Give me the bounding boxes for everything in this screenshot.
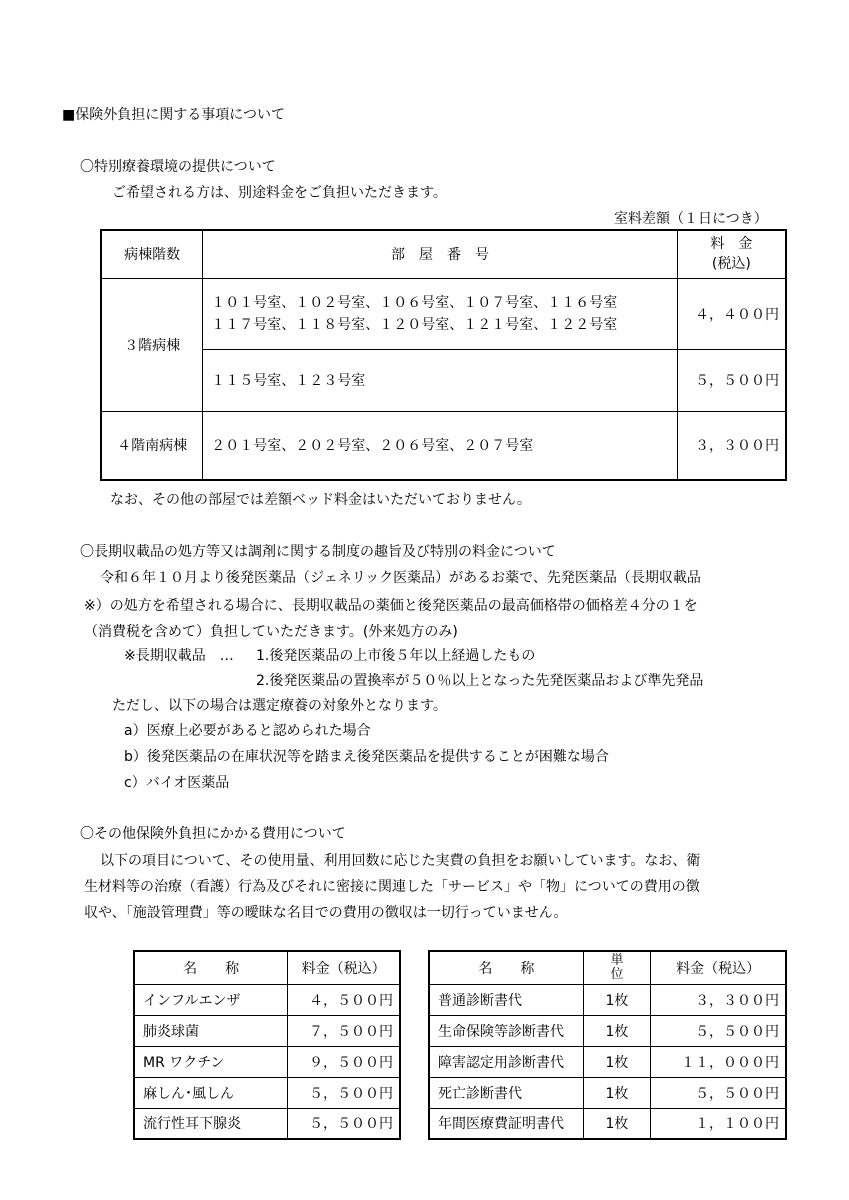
item-unit: 1枚 xyxy=(583,1015,651,1046)
table-row xyxy=(429,1015,786,1046)
item-price: ７，５００円 xyxy=(288,1015,400,1046)
table-row xyxy=(134,984,400,1015)
room-table-row xyxy=(101,349,786,411)
certificate-table-header-row xyxy=(429,951,786,984)
item-name: 生命保険等診断書代 xyxy=(429,1015,583,1046)
price-header: 料金（税込） xyxy=(651,951,786,984)
rooms-cell xyxy=(203,278,678,349)
long-listed-note-item1: 1.後発医薬品の上市後５年以上経過したもの xyxy=(256,648,536,664)
table-row xyxy=(429,1046,786,1077)
price-cell: ４，４００円 xyxy=(677,278,786,349)
item-price: １１，０００円 xyxy=(651,1046,786,1077)
ward-header: 病棟階数 xyxy=(101,230,203,278)
price-header-line1: 料 金 xyxy=(710,236,753,253)
item-price: ３，３００円 xyxy=(651,984,786,1015)
item-price: ５，５００円 xyxy=(651,1077,786,1108)
exception-a: a）医療上必要があると認められた場合 xyxy=(124,723,371,739)
item-unit: 1枚 xyxy=(583,1077,651,1108)
item-name: MR ワクチン xyxy=(134,1046,288,1077)
item-price: ５，５００円 xyxy=(288,1108,400,1139)
unit-header-line2: 位 xyxy=(610,966,624,982)
price-header xyxy=(677,230,786,278)
table-row xyxy=(134,1015,400,1046)
section3-heading: 〇その他保険外負担にかかる費用について xyxy=(80,826,346,842)
item-price: ４，５００円 xyxy=(288,984,400,1015)
long-listed-note-label: ※長期収載品 … xyxy=(124,648,234,664)
item-price: ９，５００円 xyxy=(288,1046,400,1077)
price-header-line2: (税込) xyxy=(711,256,751,273)
rooms-line1: １０１号室、１０２号室、１０６号室、１０７号室、１１６号室 xyxy=(211,294,618,311)
item-name: 障害認定用診断書代 xyxy=(429,1046,583,1077)
item-price: ５，５００円 xyxy=(651,1015,786,1046)
item-unit: 1枚 xyxy=(583,1046,651,1077)
name-header: 名 称 xyxy=(134,951,288,984)
section3-paragraph-line1: 以下の項目について、その使用量、利用回数に応じた実費の負担をお願いしています。なお、衛 xyxy=(100,853,701,869)
vaccine-fee-table xyxy=(133,950,401,1140)
unit-header xyxy=(583,951,651,984)
section2-paragraph-line3: （消費税を含めて）負担していただきます。(外来処方のみ) xyxy=(84,624,458,640)
section3-paragraph-line3: 収や、「施設管理費」等の曖昧な名目での費用の徴収は一切行っていません。 xyxy=(84,905,568,921)
rooms-cell: １１５号室、１２３号室 xyxy=(203,349,678,411)
section2-paragraph-line1: 令和６年１０月より後発医薬品（ジェネリック医薬品）があるお薬で、先発医薬品（長期収載品 xyxy=(100,570,701,586)
item-price: ５，５００円 xyxy=(288,1077,400,1108)
item-name: インフルエンザ xyxy=(134,984,288,1015)
certificate-fee-table xyxy=(428,950,787,1140)
section1-intro: ご希望される方は、別途料金をご負担いただきます。 xyxy=(112,185,447,201)
item-name: 麻しん･風しん xyxy=(134,1077,288,1108)
section3-paragraph-line2: 生材料等の治療（看護）行為及びそれに密接に関連した「サービス」や「物」についての費用の徴 xyxy=(84,879,700,895)
room-table-header-row xyxy=(101,230,786,278)
vaccine-table-header-row xyxy=(134,951,400,984)
page-heading: ■保険外負担に関する事項について xyxy=(62,107,285,123)
table-row xyxy=(429,1077,786,1108)
price-cell: ３，３００円 xyxy=(677,411,786,480)
long-listed-note-item2: 2.後発医薬品の置換率が５０％以上となった先発医薬品および準先発品 xyxy=(256,673,704,689)
table-row xyxy=(134,1046,400,1077)
price-cell: ５，５００円 xyxy=(677,349,786,411)
item-name: 普通診断書代 xyxy=(429,984,583,1015)
unit-header-line1: 単 xyxy=(610,952,624,968)
item-name: 流行性耳下腺炎 xyxy=(134,1108,288,1139)
item-name: 肺炎球菌 xyxy=(134,1015,288,1046)
room-charge-table xyxy=(100,229,787,481)
ward-4f: ４階南病棟 xyxy=(101,411,203,480)
item-unit: 1枚 xyxy=(583,984,651,1015)
table-row xyxy=(429,1108,786,1139)
price-header: 料金（税込） xyxy=(288,951,400,984)
table-row xyxy=(429,984,786,1015)
section1-note: なお、その他の部屋では差額ベッド料金はいただいておりません。 xyxy=(110,492,531,508)
item-price: １，１００円 xyxy=(651,1108,786,1139)
room-table-row xyxy=(101,411,786,480)
item-name: 年間医療費証明書代 xyxy=(429,1108,583,1139)
section2-heading: 〇長期収載品の処方等又は調剤に関する制度の趣旨及び特別の料金について xyxy=(80,544,556,560)
section1-heading: 〇特別療養環境の提供について xyxy=(80,159,276,175)
ward-3f: ３階病棟 xyxy=(101,278,203,411)
section2-paragraph-line2: ※）の処方を希望される場合に、長期収載品の薬価と後発医薬品の最高価格帯の価格差４分の１を xyxy=(84,598,698,614)
room-table-row xyxy=(101,278,786,349)
exception-c: c）バイオ医薬品 xyxy=(124,775,230,791)
item-unit: 1枚 xyxy=(583,1108,651,1139)
rooms-cell: ２０１号室、２０２号室、２０６号室、２０７号室 xyxy=(203,411,678,480)
exception-intro: ただし、以下の場合は選定療養の対象外となります。 xyxy=(112,698,447,714)
rooms-line2: １１７号室、１１８号室、１２０号室、１２１号室、１２２号室 xyxy=(211,316,618,333)
table-row xyxy=(134,1108,400,1139)
rooms-header: 部 屋 番 号 xyxy=(203,230,678,278)
item-name: 死亡診断書代 xyxy=(429,1077,583,1108)
exception-b: b）後発医薬品の在庫状況等を踏まえ後発医薬品を提供することが困難な場合 xyxy=(124,749,609,765)
table-row xyxy=(134,1077,400,1108)
name-header: 名 称 xyxy=(429,951,583,984)
room-charge-caption: 室料差額（１日につき） xyxy=(614,211,768,227)
